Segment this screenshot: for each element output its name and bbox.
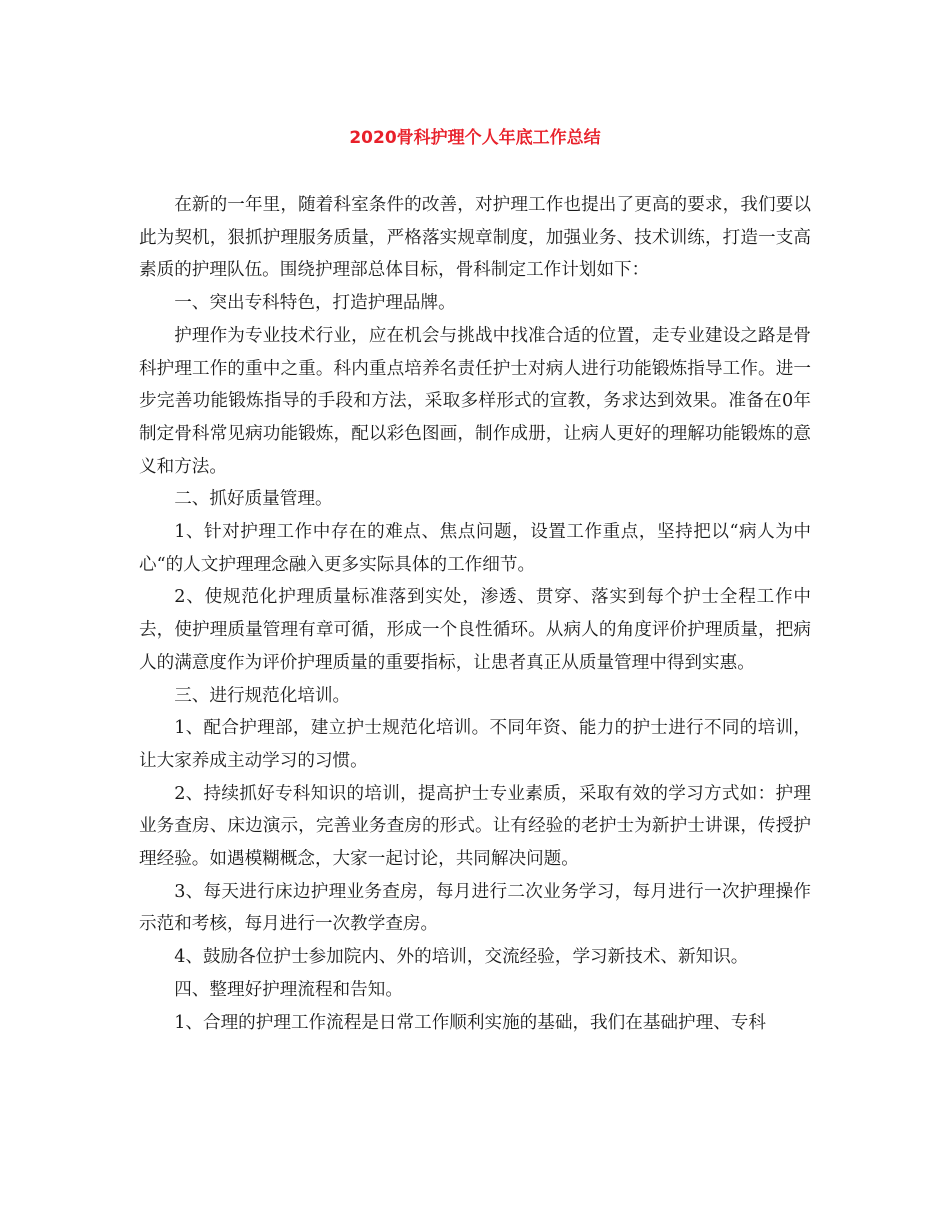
paragraph-item: 3、每天进行床边护理业务查房，每月进行二次业务学习，每月进行一次护理操作示范和考核，每月进行一次教学查房。 (139, 881, 811, 935)
paragraph-item: 4、鼓励各位护士参加院内、外的培训，交流经验，学习新技术、新知识。 (174, 947, 749, 968)
section-heading-4: 四、整理好护理流程和告知。 (174, 979, 403, 1000)
paragraph-item: 2、持续抓好专科知识的培训，提高护士专业素质，采取有效的学习方式如：护理业务查房、床边演示，完善业务查房的形式。让有经验的老护士为新护士讲课，传授护理经验。如遇模糊概念，大家一起讨论，共同解决问题。 (139, 783, 811, 870)
paragraph-item: 1、针对护理工作中存在的难点、焦点问题，设置工作重点，坚持把以“病人为中心“的人文护理理念融入更多实际具体的工作细节。 (139, 522, 811, 575)
paragraph-item: 1、配合护理部，建立护士规范化培训。不同年资、能力的护士进行不同的培训，让大家养成主动学习的习惯。 (139, 718, 811, 771)
paragraph-item: 1、合理的护理工作流程是日常工作顺利实施的基础，我们在基础护理、专科 (174, 1012, 766, 1033)
document-body (139, 189, 811, 1039)
paragraph-intro: 在新的一年里，随着科室条件的改善，对护理工作也提出了更高的要求，我们要以此为契机，狠抓护理服务质量，严格落实规章制度，加强业务、技术训练，打造一支高素质的护理队伍。围绕护理部总体目标，骨科制定工作计划如下： (139, 195, 811, 281)
section-heading-1: 一、突出专科特色，打造护理品牌。 (174, 293, 456, 314)
section-heading-3: 三、进行规范化培训。 (174, 685, 351, 706)
paragraph-item: 2、使规范化护理质量标准落到实处，渗透、贯穿、落实到每个护士全程工作中去，使护理质量管理有章可循，形成一个良性循环。从病人的角度评价护理质量，把病人的满意度作为评价护理质量的重要指标，让患者真正从质量管理中得到实惠。 (139, 587, 811, 673)
paragraph-section-1: 护理作为专业技术行业，应在机会与挑战中找准合适的位置，走专业建设之路是骨科护理工作的重中之重。科内重点培养名责任护士对病人进行功能锻炼指导工作。进一步完善功能锻炼指导的手段和方法，采取多样形式的宣教，务求达到效果。准备在0年制定骨科常见病功能锻炼，配以彩色图画，制作成册，让病人更好的理解功能锻炼的意义和方法。 (139, 325, 811, 477)
section-heading-2: 二、抓好质量管理。 (174, 489, 333, 510)
document-title: 2020骨科护理个人年底工作总结 (349, 128, 601, 148)
